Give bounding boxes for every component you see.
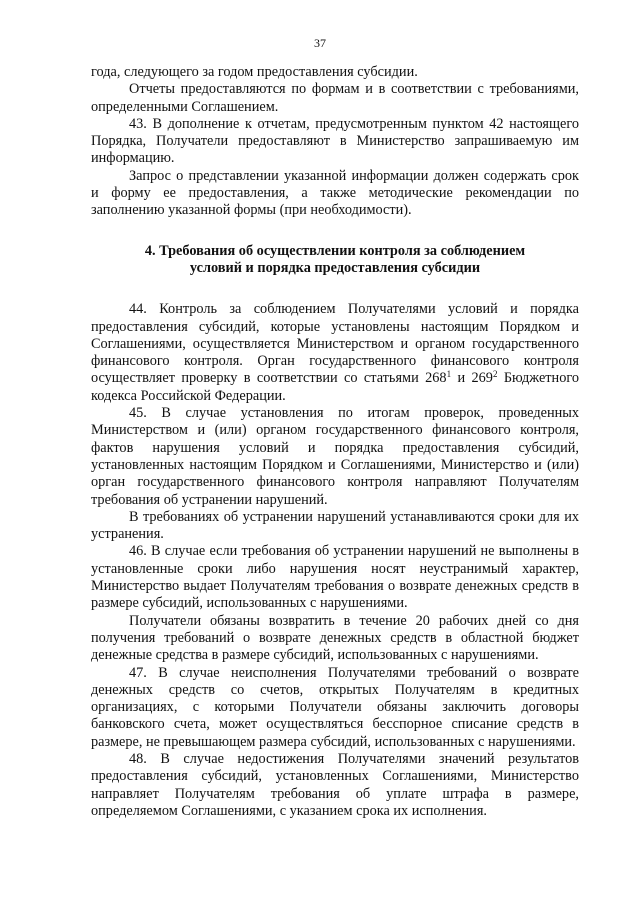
- paragraph-45-deadlines: В требованиях об устранении нарушений устанавливаются сроки для их устранения.: [91, 508, 579, 543]
- paragraph-reports: Отчеты предоставляются по формам и в соответствии с требованиями, определенными Соглашением.: [91, 81, 579, 115]
- paragraph-request: Запрос о представлении указанной информации должен содержать срок и форму ее предоставления, а также методические рекомендации по заполнению указанной формы (при необходимости).: [91, 167, 579, 219]
- section-heading: [91, 243, 579, 278]
- paragraph-47: 47. В случае неисполнения Получателями требований о возврате денежных средств со счетов, открытых Получателям в кредитных организациях, с которыми Получатели обязаны заключить договоры банковского счета, может осуществляться бесспорное списание средств в размере, не превышающем размера субсидий, использованных с нарушениями.: [91, 664, 579, 750]
- paragraph-45: 45. В случае установления по итогам проверок, проведенных Министерством и (или) органом государственного финансового контроля, фактов нарушения условий и порядка предоставления субсидий, установленных настоящим Порядком и Соглашениями, Министерство и (или) орган государственного финансового контроля направляют Получателям требования об устранении нарушений.: [91, 405, 579, 508]
- paragraph-44-text: 44. Контроль за соблюдением Получателями условий и порядка предоставления субсидий, которые установлены настоящим Порядком и Соглашениями, осуществляется Министерством и органом государственного финансового контроля. Орган государственного финансового контроля осуществляет проверку в соответствии со статьями 268: [91, 301, 579, 387]
- page-number: 37: [314, 36, 326, 50]
- paragraph-44-end: Бюджетного кодекса Российской Федерации.: [91, 370, 579, 404]
- paragraph-44-mid: и 269: [451, 370, 493, 387]
- section-heading-line-1: 4. Требования об осуществлении контроля за соблюдением: [144, 242, 526, 259]
- paragraph-46-refund: Получатели обязаны возвратить в течение 20 рабочих дней со дня получения требований о возврате денежных средств в областной бюджет денежные средства в размере субсидий, использованных с нарушениями.: [91, 612, 579, 664]
- section-heading-line-2: условий и порядка предоставления субсидии: [189, 259, 481, 276]
- paragraph-46: 46. В случае если требования об устранении нарушений не выполнены в установленные сроки либо нарушения носят неустранимый характер, Министерство выдает Получателям требования о возврате денежных средств в размере субсидий, использованных с нарушениями.: [91, 543, 579, 612]
- page-content: [91, 64, 579, 820]
- paragraph-43: 43. В дополнение к отчетам, предусмотренным пунктом 42 настоящего Порядка, Получатели предоставляют в Министерство запрашиваемую им информацию.: [91, 115, 579, 167]
- article-269-superscript: 2: [492, 369, 498, 380]
- paragraph-44: [91, 301, 579, 405]
- paragraph-continuation: года, следующего за годом предоставления субсидии.: [91, 64, 418, 80]
- paragraph-48: 48. В случае недостижения Получателями значений результатов предоставления субсидий, установленных Соглашениями, Министерство направляет Получателям требования об уплате штрафа в размере, определяемом Соглашениями, с указанием срока их исполнения.: [91, 750, 579, 819]
- article-268-superscript: 1: [446, 369, 452, 380]
